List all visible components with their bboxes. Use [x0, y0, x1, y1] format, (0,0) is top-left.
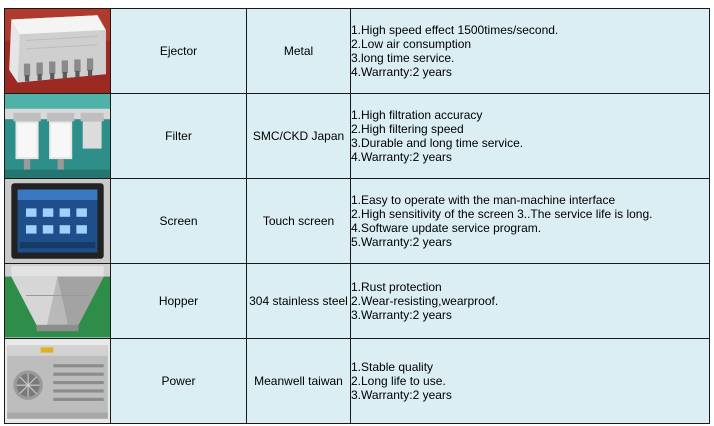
image-cell	[5, 94, 111, 179]
feature-line: 5.Warranty:2 years	[351, 235, 452, 249]
feature-line: 3.Warranty:2 years	[351, 307, 452, 322]
power-supply-photo	[5, 339, 110, 423]
table-row-power	[5, 338, 710, 423]
component-material: Metal	[247, 9, 351, 94]
feature-line: 2.High filtering speed	[351, 122, 464, 136]
component-features	[351, 338, 710, 423]
spec-sheet	[4, 8, 709, 417]
image-cell	[5, 179, 111, 264]
feature-line: 1.High speed effect 1500times/second.	[351, 23, 559, 37]
component-name: Ejector	[111, 9, 247, 94]
component-spec-table	[4, 8, 710, 424]
image-cell	[5, 9, 111, 94]
component-material: Meanwell taiwan	[247, 338, 351, 423]
feature-line: 1.Easy to operate with the man-machine interface	[351, 193, 616, 207]
hopper-photo	[5, 264, 110, 338]
component-name: Power	[111, 338, 247, 423]
image-cell	[5, 264, 111, 339]
component-name: Screen	[111, 179, 247, 264]
component-features	[351, 9, 710, 94]
component-name: Filter	[111, 94, 247, 179]
feature-line: 1.Rust protection	[351, 279, 442, 294]
feature-line: 2.Wear-resisting,wearproof.	[351, 293, 499, 308]
component-material: 304 stainless steel	[247, 264, 351, 339]
feature-line: 3.long time service.	[351, 51, 455, 65]
table-row-filter	[5, 94, 710, 179]
feature-line: 2.High sensitivity of the screen 3..The service life is long.	[351, 207, 653, 221]
feature-line: 1.Stable quality	[351, 359, 434, 374]
feature-line: 3.Warranty:2 years	[351, 387, 452, 402]
feature-line: 3.Durable and long time service.	[351, 136, 524, 150]
ejector-photo	[5, 9, 110, 93]
feature-line: 4.Software update service program.	[351, 221, 542, 235]
feature-line: 4.Warranty:2 years	[351, 65, 452, 79]
component-material: Touch screen	[247, 179, 351, 264]
touch-screen-photo	[5, 179, 110, 263]
component-features	[351, 179, 710, 264]
table-row-ejector	[5, 9, 710, 94]
table-row-screen	[5, 179, 710, 264]
feature-line: 4.Warranty:2 years	[351, 150, 452, 164]
component-features	[351, 94, 710, 179]
component-material: SMC/CKD Japan	[247, 94, 351, 179]
filter-photo	[5, 94, 110, 178]
component-features	[351, 264, 710, 339]
feature-line: 1.High filtration accuracy	[351, 108, 483, 122]
feature-line: 2.Low air consumption	[351, 37, 472, 51]
feature-line: 2.Long life to use.	[351, 373, 446, 388]
image-cell	[5, 338, 111, 423]
table-row-hopper	[5, 264, 710, 339]
component-name: Hopper	[111, 264, 247, 339]
